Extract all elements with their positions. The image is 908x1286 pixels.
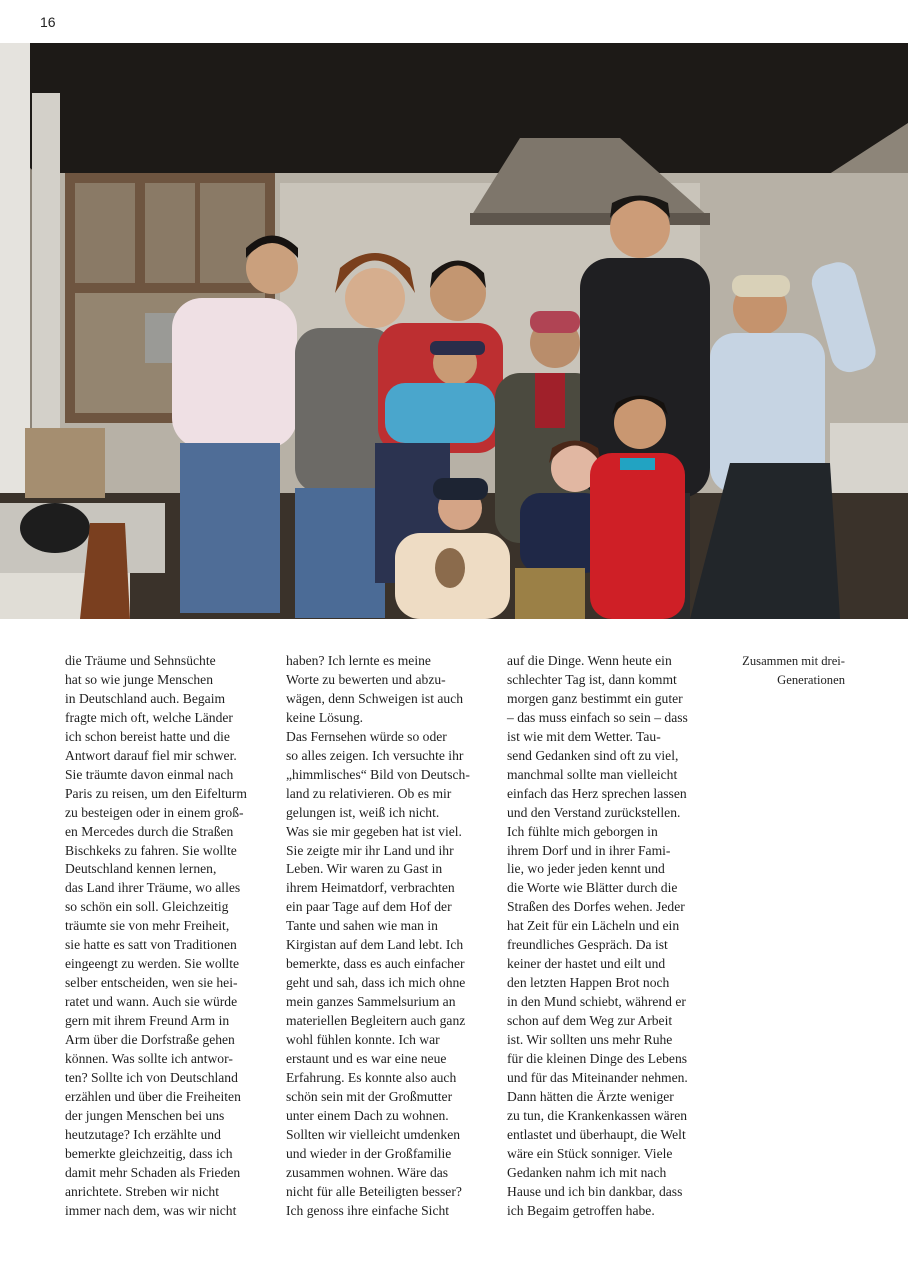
text-line: ratet und wann. Auch sie würde (65, 994, 238, 1010)
text-line: der jungen Menschen bei uns (65, 1107, 225, 1123)
text-line: sie hatte es satt von Traditionen (65, 937, 237, 953)
text-line: morgen ganz bestimmt ein guter (507, 690, 683, 706)
text-line: freundliches Gespräch. Da ist (507, 937, 668, 953)
text-line: unter einem Dach zu wohnen. (286, 1107, 449, 1123)
text-line: immer nach dem, was wir nicht (65, 1202, 237, 1218)
text-line: Bischkeks zu fahren. Sie wollte (65, 842, 237, 858)
text-column-1 (65, 652, 271, 1221)
text-line: auf die Dinge. Wenn heute ein (507, 653, 672, 668)
text-line: Sie träumte davon einmal nach (65, 766, 234, 782)
text-line: Dann hätten die Ärzte weniger (507, 1088, 674, 1104)
text-column-2 (286, 652, 492, 1221)
text-line: so alles zeigen. Ich versuchte ihr (286, 747, 464, 763)
text-line: Gedanken nahm ich mit nach (507, 1164, 667, 1180)
text-line: gelungen ist, weiß ich nicht. (286, 804, 440, 820)
text-line: zu tun, die Krankenkassen wären (507, 1107, 688, 1123)
text-line: nicht für alle Beteiligten besser? (286, 1183, 462, 1199)
text-line: Worte zu bewerten und abzu- (286, 671, 446, 687)
text-line: einfach das Herz sprechen lassen (507, 785, 687, 801)
text-line: en Mercedes durch die Straßen (65, 823, 234, 839)
text-line: die Träume und Sehnsüchte (65, 653, 216, 668)
text-line: ihrem Heimatdorf, verbrachten (286, 880, 455, 896)
text-line: – das muss einfach so sein – dass (507, 709, 688, 725)
text-line: ten? Sollte ich von Deutschland (65, 1069, 238, 1085)
text-line: Ich fühlte mich geborgen in (507, 823, 658, 839)
text-line: Antwort darauf fiel mir schwer. (65, 747, 237, 763)
text-line: keiner der hastet und eilt und (507, 956, 666, 972)
text-line: Deutschland kennen lernen, (65, 861, 217, 877)
text-line: in den Mund schiebt, während er (507, 994, 686, 1010)
text-line: keine Lösung. (286, 709, 364, 725)
text-line: ist wie mit dem Wetter. Tau- (507, 728, 661, 744)
text-line: wägen, denn Schweigen ist auch (286, 690, 464, 706)
text-line: mein ganzes Sammelsurium an (286, 994, 456, 1010)
text-line: den letzten Happen Brot noch (507, 975, 670, 991)
caption-line-1: Zusammen mit drei- (742, 654, 845, 668)
photo-illustration (0, 43, 908, 619)
text-line: bemerkte gleichzeitig, dass ich (65, 1145, 233, 1161)
text-line: ich schon bereist hatte und die (65, 728, 230, 744)
text-line: ich Begaim getroffen habe. (507, 1202, 655, 1218)
text-line: Ich genoss ihre einfache Sicht (286, 1202, 450, 1218)
text-line: träumte sie von mehr Freiheit, (65, 918, 230, 934)
caption-line-2: Generationen (777, 673, 845, 687)
text-line: ist. Wir sollten uns mehr Ruhe (507, 1032, 673, 1048)
text-line: materiellen Begleitern auch ganz (286, 1013, 466, 1029)
text-line: manchmal sollte man vielleicht (507, 766, 678, 782)
text-line: zu besteigen oder in einem groß- (65, 804, 244, 820)
text-line: Leben. Wir waren zu Gast in (286, 861, 443, 877)
text-line: selber entscheiden, wen sie hei- (65, 975, 238, 991)
text-line: wäre ein Stück sonniger. Viele (507, 1145, 673, 1161)
text-line: und wieder in der Großfamilie (286, 1145, 452, 1161)
text-line: fragte mich oft, welche Länder (65, 709, 233, 725)
text-line: schon auf dem Weg zur Arbeit (507, 1013, 673, 1029)
text-line: Kirgistan auf dem Land lebt. Ich (286, 937, 464, 953)
text-line: geht und sah, dass ich mich ohne (286, 975, 466, 991)
text-line: und den Verstand zurückstellen. (507, 804, 681, 820)
group-photo (0, 43, 908, 619)
text-line: eingeengt zu werden. Sie wollte (65, 956, 240, 972)
text-line: Hause und ich bin dankbar, dass (507, 1183, 683, 1199)
text-line: Sollten wir vielleicht umdenken (286, 1126, 461, 1142)
text-line: schlechter Tag ist, dann kommt (507, 671, 677, 687)
text-line: Das Fernsehen würde so oder (286, 728, 447, 744)
text-line: entlastet und überhaupt, die Welt (507, 1126, 686, 1142)
text-line: hat so wie junge Menschen (65, 671, 213, 687)
text-line: „himmlisches“ Bild von Deutsch- (286, 766, 470, 782)
text-line: können. Was sollte ich antwor- (65, 1051, 233, 1067)
text-line: Sie zeigte mir ihr Land und ihr (286, 842, 454, 858)
text-line: in Deutschland auch. Begaim (65, 690, 226, 706)
text-line: Paris zu reisen, um den Eifelturm (65, 785, 247, 801)
text-line: lie, wo jeder jeden kennt und (507, 861, 665, 877)
text-line: ihrem Dorf und in ihrer Fami- (507, 842, 671, 858)
text-line: Arm über die Dorfstraße gehen (65, 1032, 235, 1048)
page-number: 16 (40, 14, 56, 30)
text-line: zusammen wohnen. Wäre das (286, 1164, 449, 1180)
text-line: Tante und sahen wie man in (286, 918, 438, 934)
text-line: damit mehr Schaden als Frieden (65, 1164, 241, 1180)
text-line: so schön ein soll. Gleichzeitig (65, 899, 229, 915)
text-line: für die kleinen Dinge des Lebens (507, 1051, 688, 1067)
text-line: hat Zeit für ein Lächeln und ein (507, 918, 680, 934)
text-line: Erfahrung. Es konnte also auch (286, 1069, 457, 1085)
text-line: bemerkte, dass es auch einfacher (286, 956, 465, 972)
text-line: gern mit ihrem Freund Arm in (65, 1013, 230, 1029)
text-line: die Worte wie Blätter durch die (507, 880, 678, 896)
text-line: das Land ihrer Träume, wo alles (65, 880, 241, 896)
text-line: erzählen und über die Freiheiten (65, 1088, 241, 1104)
text-line: wohl fühlen konnte. Ich war (286, 1032, 440, 1048)
photo-caption (690, 652, 845, 690)
text-line: schön sein mit der Großmutter (286, 1088, 453, 1104)
text-line: ein paar Tage auf dem Hof der (286, 899, 452, 915)
text-line: Was sie mir gegeben hat ist viel. (286, 823, 462, 839)
text-line: send Gedanken sind oft zu viel, (507, 747, 679, 763)
text-line: Straßen des Dorfes wehen. Jeder (507, 899, 685, 915)
text-line: land zu relativieren. Ob es mir (286, 785, 452, 801)
text-line: heutzutage? Ich erzählte und (65, 1126, 221, 1142)
text-line: und für das Miteinander nehmen. (507, 1069, 688, 1085)
text-line: anrichtete. Streben wir nicht (65, 1183, 220, 1199)
text-line: erstaunt und es war eine neue (286, 1051, 447, 1067)
text-line: haben? Ich lernte es meine (286, 653, 431, 668)
text-column-3 (507, 652, 713, 1221)
